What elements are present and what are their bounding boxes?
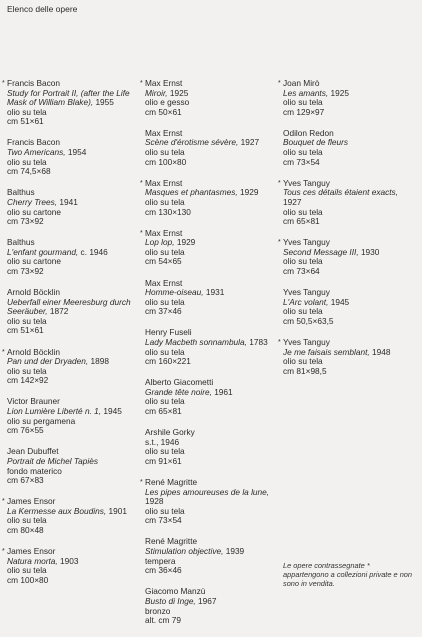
artwork-year: 1945 — [328, 296, 350, 307]
works-column-1 — [2, 78, 135, 597]
artwork-year: 1930 — [358, 246, 380, 257]
artwork-detail: olio su cartone — [7, 206, 61, 217]
artwork-detail: cm 73×64 — [283, 266, 320, 276]
artwork-title-text: Lop lop, — [145, 237, 175, 248]
artwork-detail: olio su tela — [7, 515, 47, 526]
artwork-year: 1898 — [88, 356, 109, 367]
artwork-entry — [278, 177, 418, 227]
artwork-entry — [140, 227, 275, 267]
artwork-detail: cm 160×221 — [145, 356, 191, 367]
artwork-title-text: Lion Lumière Liberté n. 1, — [7, 406, 102, 417]
artist-name: Max Ernst — [145, 127, 183, 138]
artwork-year: 1783 — [246, 336, 268, 347]
artwork-year: 1967 — [195, 595, 217, 606]
artist-name: Odilon Redon — [283, 127, 334, 138]
artwork-title — [7, 298, 135, 317]
artwork-entry — [283, 129, 418, 167]
works-column-2 — [140, 78, 275, 637]
artwork-year: 1903 — [57, 555, 79, 566]
private-collection-asterisk: * — [140, 229, 143, 237]
artwork-title — [283, 188, 418, 207]
artwork-entry — [140, 78, 275, 117]
page-title: Elenco delle opere — [7, 4, 78, 14]
artist-name: René Magritte — [145, 477, 198, 487]
artwork-detail: olio su tela — [283, 306, 323, 317]
artwork-detail: olio su tela — [7, 156, 47, 167]
artwork-detail: olio su tela — [7, 365, 47, 376]
artwork-detail: cm 37×46 — [145, 306, 182, 317]
artwork-entry — [145, 129, 275, 167]
artist-name: Yves Tanguy — [283, 287, 330, 298]
artwork-detail: cm 50,5×63,5 — [283, 315, 334, 326]
artwork-year: 1955 — [93, 97, 114, 108]
artwork-detail: olio su tela — [7, 565, 47, 576]
artist-name: Max Ernst — [145, 227, 183, 238]
artwork-title — [7, 89, 135, 108]
artist-name: Max Ernst — [145, 78, 183, 88]
artwork-title-text: Je me faisais semblant, — [283, 346, 370, 357]
artwork-title-text: La Kermesse aux Boudins, — [7, 505, 107, 516]
artwork-entry — [140, 477, 275, 526]
artist-name: René Magritte — [145, 536, 198, 547]
artwork-entry — [145, 328, 275, 366]
artwork-title-text: L'enfant gourmand, — [7, 246, 79, 257]
artwork-year: 1939 — [223, 546, 245, 557]
artist-name: Arnold Böcklin — [7, 346, 61, 357]
artwork-entry — [145, 587, 275, 625]
artwork-year: 1872 — [47, 306, 69, 317]
artwork-title-text: Lady Macbeth sonnambula, — [145, 336, 247, 347]
artwork-entry — [278, 336, 418, 376]
artwork-title-text: Study for Portrait II, (after the Life Mask of William Blake), — [7, 87, 130, 108]
artwork-year: 1941 — [57, 196, 78, 207]
artwork-title-text: Scène d'érotisme sévère, — [145, 137, 239, 148]
artwork-detail: cm 51×61 — [7, 116, 44, 127]
artwork-entry — [2, 78, 135, 127]
artist-name: Balthus — [7, 187, 35, 198]
artwork-year: 1901 — [106, 505, 127, 516]
artwork-entry — [7, 188, 135, 226]
artwork-title-text: Second Message III, — [283, 246, 359, 257]
artist-name: Max Ernst — [145, 277, 183, 288]
artwork-detail: cm 81×98,5 — [283, 365, 327, 376]
artwork-detail: olio su tela — [145, 196, 185, 207]
artwork-title-text: Busto di Inge, — [145, 595, 196, 606]
artwork-year: 1927 — [283, 196, 302, 207]
works-column-3 — [278, 78, 418, 388]
artwork-entry — [7, 238, 135, 276]
artwork-detail: olio su pergamena — [7, 415, 76, 426]
artwork-detail: cm 65×81 — [145, 406, 182, 417]
artist-name: Joan Mirò — [283, 78, 320, 88]
artwork-detail: olio su cartone — [7, 256, 61, 267]
artwork-entry — [145, 279, 275, 317]
artwork-detail: olio e gesso — [145, 97, 190, 108]
artwork-detail: alt. cm 79 — [145, 615, 181, 626]
artwork-title — [145, 488, 275, 507]
artwork-detail: cm 73×54 — [283, 156, 320, 167]
artist-name: Henry Fuseli — [145, 327, 192, 338]
artist-name: Victor Brauner — [7, 396, 60, 407]
private-collection-asterisk: * — [140, 479, 143, 486]
artwork-entry — [7, 288, 135, 336]
private-collection-asterisk: * — [278, 338, 281, 346]
private-collection-asterisk: * — [2, 498, 5, 506]
artwork-detail: olio su tela — [283, 256, 323, 267]
artist-name: Yves Tanguy — [283, 177, 330, 188]
artwork-detail: cm 91×61 — [145, 455, 182, 466]
artwork-year: 1931 — [203, 287, 225, 298]
artist-name: James Ensor — [7, 546, 56, 557]
artwork-title-text: Stimulation objective, — [145, 546, 224, 557]
artwork-title-text: Pan und der Dryaden, — [7, 356, 89, 367]
private-collection-asterisk: * — [140, 80, 143, 87]
footnote: Le opere contrassegnate * appartengono a collezioni private e non sono in vendita. — [283, 561, 413, 588]
artwork-year: 1929 — [237, 187, 259, 198]
artwork-title — [145, 597, 275, 607]
artist-name: James Ensor — [7, 496, 56, 507]
artwork-detail: cm 73×54 — [145, 515, 182, 526]
artwork-year: 1925 — [167, 87, 189, 98]
artwork-entry — [7, 397, 135, 435]
artwork-detail: cm 51×61 — [7, 325, 44, 336]
artwork-detail: s.t., 1946 — [145, 436, 180, 447]
artwork-detail: fondo materico — [7, 465, 62, 476]
artist-name: Alberto Giacometti — [145, 377, 214, 388]
artwork-detail: cm 73×92 — [7, 216, 44, 227]
artwork-year: 1928 — [145, 496, 164, 507]
artwork-detail: olio su tela — [145, 246, 185, 257]
artwork-detail: cm 76×55 — [7, 425, 44, 436]
artwork-detail: cm 65×81 — [283, 216, 320, 227]
artwork-detail: cm 142×92 — [7, 375, 49, 386]
artwork-title-text: Bouquet de fleurs — [283, 137, 349, 148]
artwork-detail: olio su tela — [283, 206, 323, 217]
artwork-title-text: Masques et phantasmes, — [145, 187, 238, 198]
artwork-title-text: Grande tête noire, — [145, 386, 212, 397]
artwork-entry — [145, 428, 275, 466]
artwork-title-text: Cherry Trees, — [7, 196, 58, 207]
artwork-detail: cm 67×83 — [7, 475, 44, 486]
artwork-year: 1954 — [65, 147, 87, 158]
private-collection-asterisk: * — [2, 80, 5, 87]
artwork-detail: cm 36×46 — [145, 565, 182, 576]
artist-name: Balthus — [7, 237, 35, 248]
artwork-title-text: L'Arc volant, — [283, 296, 329, 307]
artwork-entry — [7, 447, 135, 485]
artwork-year: 1927 — [238, 137, 260, 148]
artwork-entry — [283, 288, 418, 326]
artwork-entry — [145, 378, 275, 416]
artwork-detail: cm 54×65 — [145, 256, 182, 267]
artwork-title-text: Les amants, — [283, 87, 329, 98]
artist-name: Jean Dubuffet — [7, 446, 59, 457]
artwork-detail: tempera — [145, 555, 176, 566]
artwork-detail: olio su tela — [145, 396, 185, 407]
artwork-detail: bronzo — [145, 605, 171, 616]
artwork-detail: cm 74,5×68 — [7, 166, 51, 177]
artwork-year: c. 1946 — [78, 246, 108, 257]
artwork-year: 1929 — [174, 237, 196, 248]
artist-name: Yves Tanguy — [283, 336, 330, 347]
private-collection-asterisk: * — [2, 348, 5, 356]
artwork-detail: cm 130×130 — [145, 206, 191, 217]
artwork-year: 1961 — [211, 386, 233, 397]
artwork-detail: cm 100×80 — [7, 574, 49, 585]
artwork-title-text: Tous ces détails étaient exacts, — [283, 187, 398, 198]
artwork-detail: cm 80×48 — [7, 524, 44, 535]
artist-name: Yves Tanguy — [283, 237, 330, 248]
artwork-title-text: Two Americans, — [7, 147, 66, 158]
artist-name: Arshile Gorky — [145, 427, 195, 438]
artwork-year: 1925 — [328, 87, 349, 98]
artwork-detail: olio su tela — [145, 346, 185, 357]
artist-name: Francis Bacon — [7, 137, 61, 148]
artwork-entry — [7, 138, 135, 176]
artwork-title-text: Homme-oiseau, — [145, 287, 204, 298]
artist-name: Max Ernst — [145, 177, 183, 188]
artwork-title-text: Portrait de Michel Tapiès — [7, 455, 99, 466]
private-collection-asterisk: * — [278, 179, 281, 187]
artwork-entry — [2, 546, 135, 585]
artwork-title-text: Miroir, — [145, 87, 168, 98]
artwork-year: 1945 — [101, 406, 122, 417]
artwork-detail: olio su tela — [145, 147, 185, 158]
artwork-detail: cm 50×61 — [145, 106, 182, 117]
private-collection-asterisk: * — [278, 239, 281, 247]
artist-name: Giacomo Manzù — [145, 586, 206, 597]
artwork-year: 1948 — [369, 346, 391, 357]
artwork-entry — [140, 177, 275, 217]
artwork-entry — [278, 237, 418, 276]
artwork-title-text: Natura morta, — [7, 555, 58, 566]
artwork-detail: olio su tela — [7, 315, 47, 326]
artwork-detail: olio su tela — [283, 97, 323, 108]
artwork-detail: olio su tela — [7, 106, 47, 117]
artwork-detail: olio su tela — [145, 296, 185, 307]
artwork-detail: olio su tela — [145, 505, 185, 516]
artwork-detail: olio su tela — [283, 356, 323, 367]
artwork-detail: olio su tela — [145, 446, 185, 457]
artwork-detail: cm 73×92 — [7, 266, 44, 276]
artwork-detail: olio su tela — [283, 147, 323, 158]
private-collection-asterisk: * — [278, 80, 281, 87]
artwork-entry — [145, 537, 275, 575]
artist-name: Arnold Böcklin — [7, 287, 61, 298]
artwork-title-text: Ueberfall einer Meeresburg durch Seeräuber, — [7, 296, 131, 317]
artist-name: Francis Bacon — [7, 78, 61, 88]
private-collection-asterisk: * — [2, 548, 5, 556]
artwork-entry — [2, 346, 135, 386]
artwork-detail: cm 100×80 — [145, 156, 187, 167]
artwork-entry — [278, 78, 418, 117]
private-collection-asterisk: * — [140, 179, 143, 187]
artwork-title-text: Les pipes amoureuses de la lune, — [145, 486, 270, 497]
artwork-entry — [2, 496, 135, 535]
artwork-detail: cm 129×97 — [283, 106, 325, 117]
